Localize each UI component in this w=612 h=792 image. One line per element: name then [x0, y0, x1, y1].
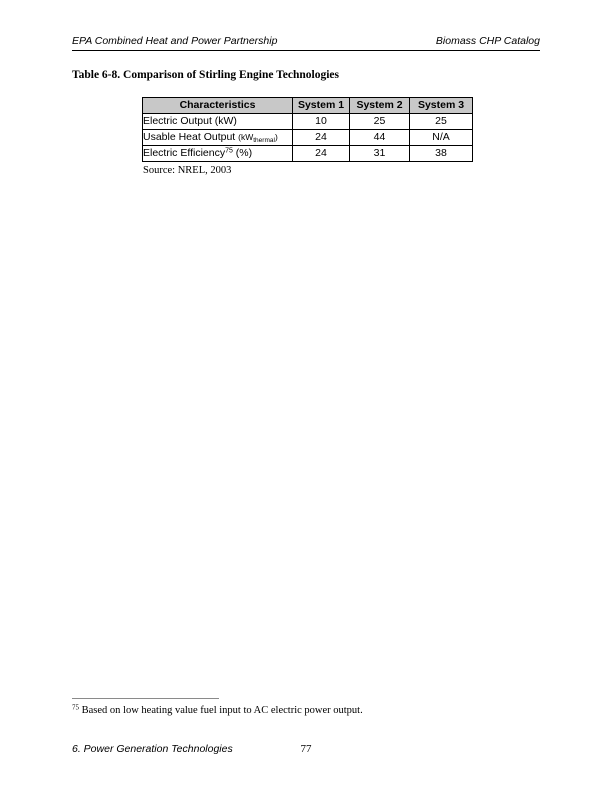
footnote-text: [72, 704, 540, 717]
row-label-part: (kW: [238, 132, 254, 142]
cell-usable-heat-system-2: 44: [350, 130, 410, 146]
row-label-part: Electric Efficiency: [143, 147, 226, 159]
footnote-marker: 75: [72, 703, 79, 712]
table-row-usable-heat-output: [143, 130, 473, 146]
row-label-part: ): [274, 132, 278, 142]
table-row-electric-output: [143, 114, 473, 130]
cell-electric-output-system-1: 10: [293, 114, 350, 130]
cell-efficiency-system-3: 38: [410, 146, 473, 162]
table-source: Source: NREL, 2003: [143, 165, 232, 176]
page-number: 77: [300, 743, 312, 755]
row-label-part: (%): [232, 147, 253, 159]
col-header-characteristics: Characteristics: [143, 98, 293, 114]
footnote-separator: [72, 698, 219, 699]
header-right-text: Biomass CHP Catalog: [435, 35, 540, 47]
row-label-superscript: 75: [225, 147, 233, 155]
footnote-block: [72, 698, 540, 717]
cell-electric-output-system-3: 25: [410, 114, 473, 130]
row-label-part: Usable Heat Output: [143, 131, 239, 143]
cell-efficiency-system-2: 31: [350, 146, 410, 162]
header-left-text: EPA Combined Heat and Power Partnership: [72, 35, 278, 47]
row-label-electric-efficiency: [143, 146, 293, 162]
table-header-row: [143, 98, 473, 114]
row-label-usable-heat-output: [143, 130, 293, 146]
cell-electric-output-system-2: 25: [350, 114, 410, 130]
col-header-system-3: System 3: [410, 98, 473, 114]
col-header-system-2: System 2: [350, 98, 410, 114]
table-container: [142, 97, 473, 176]
row-label-subscript: thermal: [253, 137, 275, 144]
table-caption: Table 6-8. Comparison of Stirling Engine Technologies: [72, 69, 339, 81]
cell-usable-heat-system-3: N/A: [410, 130, 473, 146]
footnote-body: Based on low heating value fuel input to AC electric power output.: [81, 705, 363, 716]
page-footer: [72, 743, 540, 757]
col-header-system-1: System 1: [293, 98, 350, 114]
row-label-electric-output: [143, 114, 293, 130]
stirling-comparison-table: [142, 97, 473, 162]
page-header: [72, 35, 540, 51]
cell-efficiency-system-1: 24: [293, 146, 350, 162]
row-label-part: Electric Output (kW): [143, 115, 237, 127]
footer-section-title: 6. Power Generation Technologies: [72, 743, 233, 755]
table-row-electric-efficiency: [143, 146, 473, 162]
cell-usable-heat-system-1: 24: [293, 130, 350, 146]
